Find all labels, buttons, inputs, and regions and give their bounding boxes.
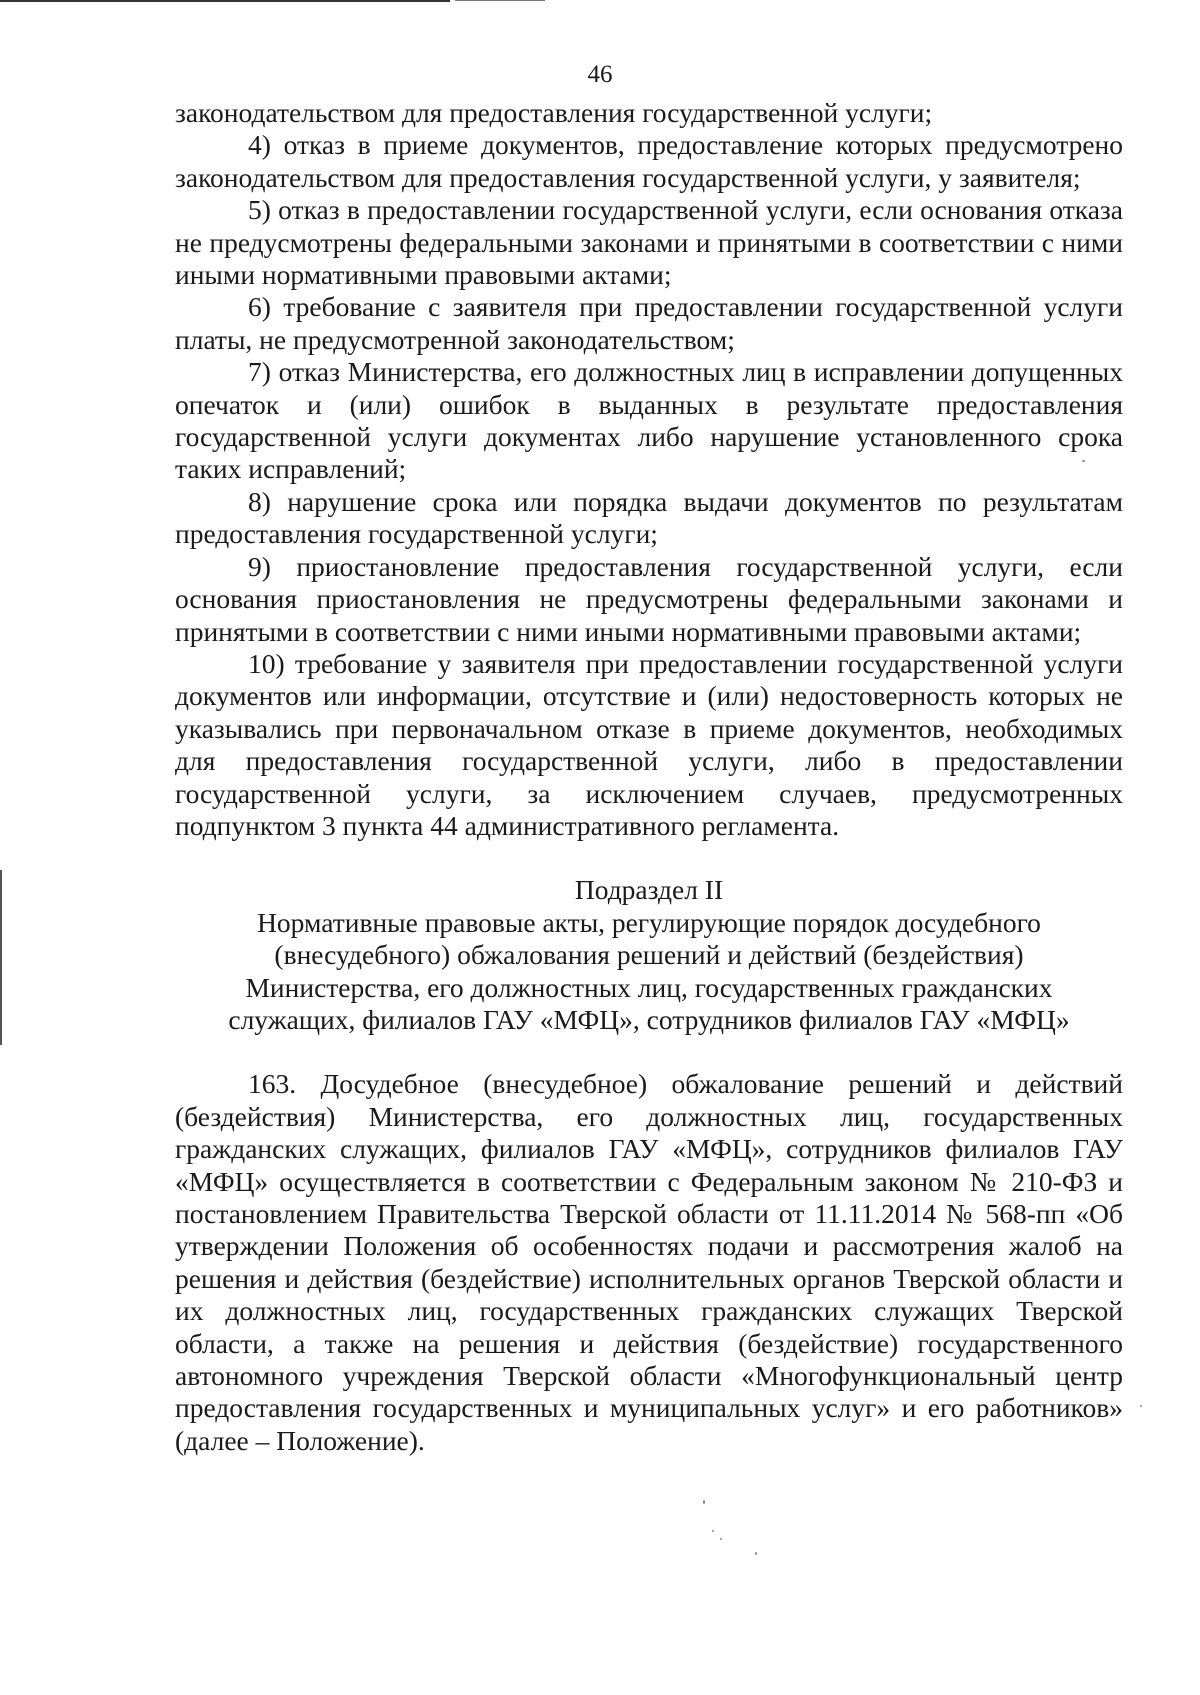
list-item-7: 7) отказ Министерства, его должностных лиц в исправлении допущенных опечаток и (или) ошибок в выданных в результате предоставления государственной услуги документах либо нарушение установленного срока таких исправлений; [175,356,1123,485]
subsection-title-line: служащих, филиалов ГАУ «МФЦ», сотрудников филиалов ГАУ «МФЦ» [228,1003,1070,1035]
subsection-label: Подраздел II [574,874,724,906]
scan-speck [755,1552,757,1555]
scan-speck [703,1500,705,1504]
subsection-title-line: Нормативные правовые акты, регулирующие порядок досудебного [257,906,1041,938]
scan-speck [1082,460,1085,462]
list-item-8: 8) нарушение срока или порядка выдачи документов по результатам предоставления государственной услуги; [175,485,1123,550]
list-item-4: 4) отказ в приеме документов, предоставление которых предусмотрено законодательством для предоставления государственной услуги, у заявителя; [175,129,1123,193]
subsection-title-line: Министерства, его должностных лиц, государственных гражданских [245,971,1053,1003]
scan-top-rule-fragment [455,0,545,1]
scan-margin-mark [0,870,2,1045]
list-item-6: 6) требование с заявителя при предоставлении государственной услуги платы, не предусмотренной законодательством; [175,291,1123,355]
scan-speck [1140,1405,1142,1407]
paragraph-continuation: законодательством для предоставления государственной услуги; [175,97,933,128]
subsection-heading [175,874,1123,1036]
list-item-5: 5) отказ в предоставлении государственной услуги, если основания отказа не предусмотрены федеральными законами и принятыми в соответствии с ними иными нормативными правовыми актами; [175,194,1123,291]
subsection-title-line: (внесудебного) обжалования решений и действий (бездействия) [274,939,1024,971]
scan-speck [720,1538,722,1540]
paragraph-163: 163. Досудебное (внесудебное) обжалование решений и действий (бездействия) Министерства, его должностных лиц, государственных гражданских служащих, филиалов ГАУ «МФЦ», сотрудников филиалов ГАУ «МФЦ» осуществляется в соответствии с Федеральным законом № 210-ФЗ и постановлением Правительства Тверской области от 11.11.2014 № 568-пп «Об утверждении Положения об особенностях подачи и рассмотрения жалоб на решения и действия (бездействие) исполнительных органов Тверской области и их должностных лиц, государственных гражданских служащих Тверской области, а также на решения и действия (бездействие) государственного автономного учреждения Тверской области «Многофункциональный центр предоставления государственных и муниципальных услуг» и его работников» (далее – Положение). [175,1068,1123,1456]
scan-speck [712,1530,714,1532]
list-item-10: 10) требование у заявителя при предоставлении государственной услуги документов или информации, отсутствие и (или) недостоверность которых не указывались при первоначальном отказе в приеме документов, необходимых для предоставления государственной услуги, либо в предоставлении государственной услуги, за исключением случаев, предусмотренных подпунктом 3 пункта 44 административного регламента. [175,647,1123,841]
document-body [175,97,1123,1457]
page-number: 46 [587,61,613,88]
scan-top-rule [0,0,450,2]
list-item-9: 9) приостановление предоставления государственной услуги, если основания приостановления не предусмотрены федеральными законами и принятыми в соответствии с ними иными нормативными правовыми актами; [175,550,1123,647]
